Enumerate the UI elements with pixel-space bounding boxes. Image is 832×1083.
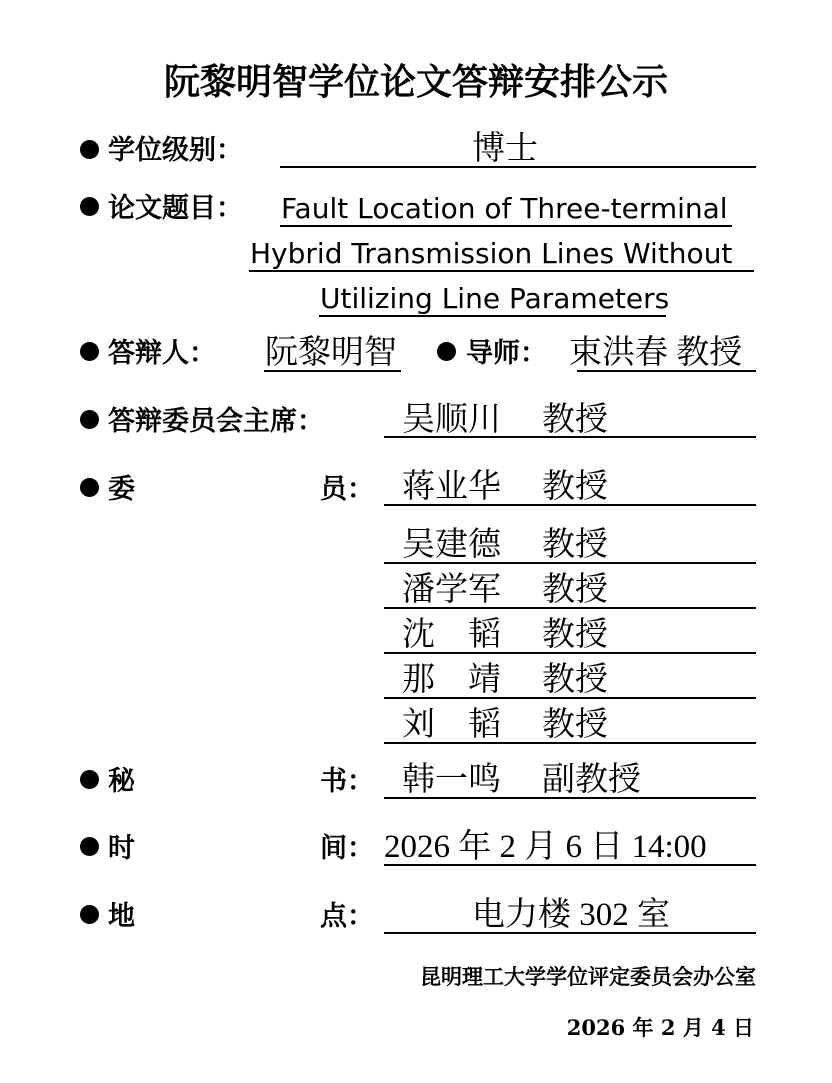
member-rank: 教授 bbox=[542, 527, 608, 563]
member-name: 沈 韬 bbox=[402, 617, 501, 653]
member-name: 那 靖 bbox=[402, 662, 501, 698]
member-name: 吴建德 bbox=[402, 527, 501, 563]
advisor-name: 束洪春 教授 bbox=[569, 335, 743, 371]
member-name: 蒋业华 bbox=[402, 469, 501, 505]
thesis-title-line-3: Utilizing Line Parameters bbox=[320, 282, 670, 315]
defender-name: 阮黎明智 bbox=[265, 335, 397, 371]
defense-time: 2026 年 2 月 6 日 14:00 bbox=[384, 829, 707, 865]
chair-label: 答辩委员会主席： bbox=[108, 406, 324, 437]
thesis-underline-3 bbox=[319, 315, 666, 317]
thesis-underline-2 bbox=[249, 270, 754, 272]
bullet-icon bbox=[80, 197, 99, 216]
member-rank: 教授 bbox=[542, 617, 608, 653]
bullet-icon bbox=[80, 770, 99, 789]
bullet-icon bbox=[80, 410, 99, 429]
member-underline bbox=[384, 607, 756, 609]
time-label-char-2: 间： bbox=[320, 833, 374, 864]
thesis-title-line-1: Fault Location of Three-terminal bbox=[281, 192, 728, 225]
degree-label: 学位级别： bbox=[108, 135, 243, 166]
secretary-rank: 副教授 bbox=[542, 762, 641, 798]
bullet-icon bbox=[80, 837, 99, 856]
bullet-icon bbox=[80, 478, 99, 497]
member-rank: 教授 bbox=[542, 469, 608, 505]
defender-underline bbox=[264, 370, 401, 372]
member-underline bbox=[384, 742, 756, 744]
degree-value: 博士 bbox=[472, 131, 538, 167]
defender-label: 答辩人： bbox=[108, 338, 216, 369]
advisor-underline bbox=[577, 370, 756, 372]
member-underline bbox=[384, 562, 756, 564]
secretary-label-char-1: 秘 bbox=[108, 766, 135, 797]
member-underline bbox=[384, 697, 756, 699]
page-title: 阮黎明智学位论文答辩安排公示 bbox=[163, 62, 668, 103]
member-underline bbox=[384, 504, 756, 506]
member-underline bbox=[384, 652, 756, 654]
defense-place: 电力楼 302 室 bbox=[472, 897, 670, 933]
member-name: 潘学军 bbox=[402, 572, 501, 608]
chair-name: 吴顺川 bbox=[402, 402, 501, 438]
place-label-char-2: 点： bbox=[320, 901, 374, 932]
bullet-icon bbox=[80, 140, 99, 159]
secretary-underline bbox=[384, 797, 756, 799]
thesis-underline-1 bbox=[280, 225, 732, 227]
place-label-char-1: 地 bbox=[108, 901, 135, 932]
advisor-label: 导师： bbox=[466, 338, 547, 369]
bullet-icon bbox=[437, 342, 456, 361]
members-label-char-1: 委 bbox=[108, 474, 135, 505]
issuing-office: 昆明理工大学学位评定委员会办公室 bbox=[420, 964, 756, 989]
time-label-char-1: 时 bbox=[108, 833, 135, 864]
bullet-icon bbox=[80, 905, 99, 924]
member-rank: 教授 bbox=[542, 662, 608, 698]
secretary-label-char-2: 书： bbox=[320, 766, 374, 797]
secretary-name: 韩一鸣 bbox=[402, 762, 501, 798]
chair-rank: 教授 bbox=[542, 402, 608, 438]
place-underline bbox=[384, 932, 756, 934]
time-underline bbox=[384, 864, 756, 866]
member-name: 刘 韬 bbox=[402, 707, 501, 743]
degree-underline bbox=[280, 166, 756, 168]
thesis-label: 论文题目： bbox=[108, 193, 243, 224]
members-label-char-2: 员： bbox=[320, 474, 374, 505]
chair-underline bbox=[384, 436, 756, 438]
member-rank: 教授 bbox=[542, 707, 608, 743]
issue-date: 2026 年 2 月 4 日 bbox=[566, 1015, 754, 1040]
thesis-title-line-2: Hybrid Transmission Lines Without bbox=[250, 237, 733, 270]
bullet-icon bbox=[80, 342, 99, 361]
member-rank: 教授 bbox=[542, 572, 608, 608]
